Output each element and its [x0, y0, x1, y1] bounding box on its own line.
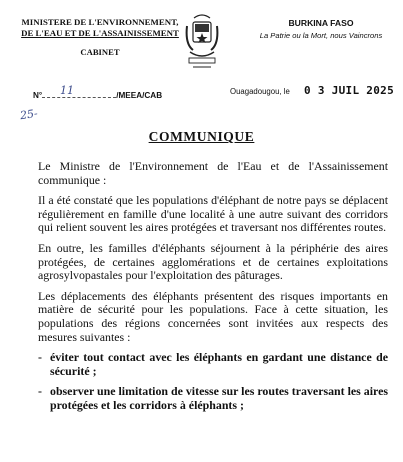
handwritten-date-annotation: 25- — [19, 106, 39, 123]
country-name: BURKINA FASO — [288, 18, 354, 28]
ministry-name — [20, 17, 180, 38]
measure-text: éviter tout contact avec les éléphants en gardant une distance de sécurité ; — [50, 350, 388, 378]
list-item — [38, 351, 388, 378]
reference-suffix: /MEEA/CAB — [116, 91, 163, 100]
date-stamp: 0 3 JUIL 2025 — [304, 84, 394, 97]
bullet-marker: - — [38, 384, 42, 399]
paragraph-intro: Le Ministre de l'Environnement de l'Eau et de l'Assainissement communique : — [38, 159, 388, 187]
reference-number — [33, 91, 162, 100]
paragraph-risks: Les déplacements des éléphants présentent des risques importants en matière de sécurité pour les populations. Face à cette situation, les populations des régions concernées sont invitées aux respects des mesures suivantes : — [38, 288, 388, 344]
paragraph-observation: Il a été constaté que les populations d'éléphant de notre pays se déplacent régulièrement en famille d'une localité à une autre suivant des corridors qui relient souvent les aires protégées et traversant nos différentes routes. — [38, 193, 388, 235]
coat-of-arms-emblem — [184, 12, 220, 72]
bullet-marker: - — [38, 350, 42, 365]
measure-text: observer une limitation de vitesse sur les routes traversant les aires protégées et les corridors à éléphants ; — [50, 384, 388, 412]
reference-prefix: N° — [33, 91, 43, 100]
dateline-place: Ouagadougou, le — [230, 87, 290, 96]
list-item — [38, 385, 388, 412]
paragraph-outskirts: En outre, les familles d'éléphants séjournent à la périphérie des aires protégées, de certaines agglomérations et de certaines exploitations agrosylvopastales pour l'exploitation des pâturages. — [38, 240, 388, 283]
handwritten-reference-number: 11 — [60, 84, 74, 97]
cabinet-label: CABINET — [80, 47, 120, 57]
national-motto: La Patrie ou la Mort, nous Vaincrons — [259, 31, 383, 40]
ministry-line-1: MINISTERE DE L'ENVIRONNEMENT, — [21, 17, 179, 27]
ministry-line-2: DE L'EAU ET DE L'ASSAINISSEMENT — [21, 27, 179, 38]
document-title: COMMUNIQUE — [148, 129, 255, 144]
communique-body — [38, 160, 388, 420]
measures-list — [38, 351, 388, 412]
